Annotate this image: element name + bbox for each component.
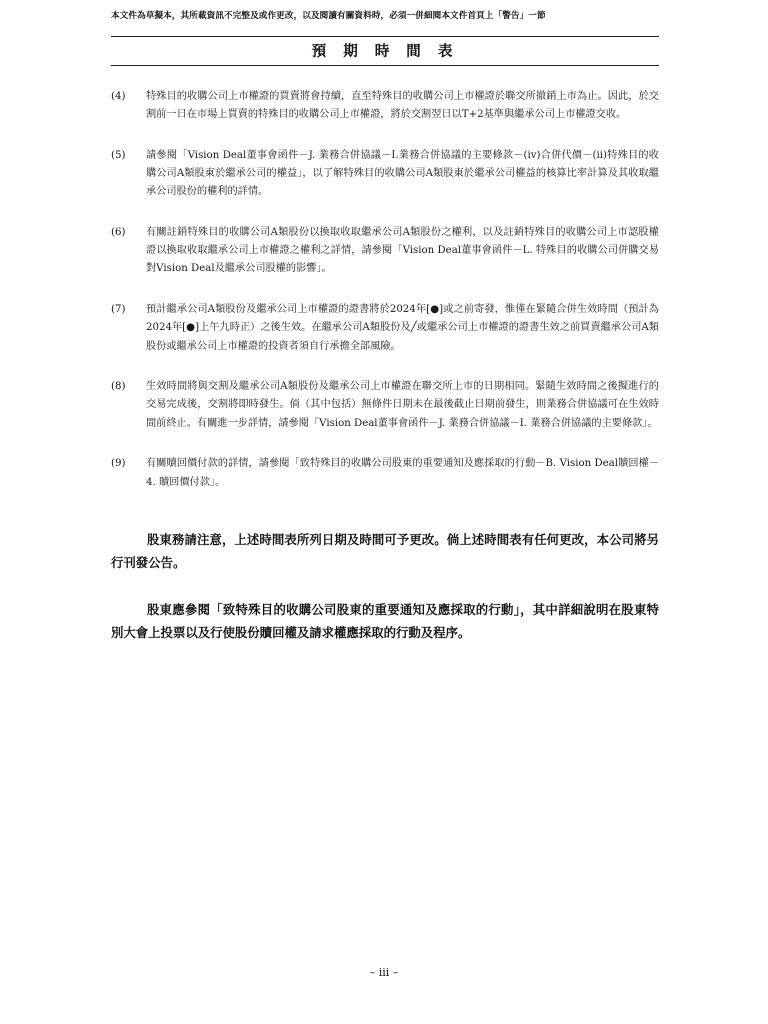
note-number: (9): [111, 458, 126, 470]
title-rule: [111, 65, 659, 66]
note-text: 預計繼承公司A類股份及繼承公司上市權證的證書將於2024年[●]或之前寄發，惟僅在緊隨合併生效時間（預計為2024年[●]上午九時正）之後生效。在繼承公司A類股份及╱或繼承公司上市權證的證書生效之前買賣繼承公司A類股份或繼承公司上市權證的投資者須自行承擔全部風險。: [146, 304, 659, 352]
note-item: [111, 455, 659, 491]
note-number: (4): [111, 91, 126, 102]
notes-list: [111, 88, 659, 514]
note-number: (5): [111, 149, 126, 161]
note-text: 特殊目的收購公司上市權證的買賣將會持續，直至特殊目的收購公司上市權證於聯交所撤銷上市為止。因此，於交割前一日在市場上買賣的特殊目的收購公司上市權證，將於交割翌日以T+2基準與繼承公司上市權證交收。: [146, 91, 659, 121]
note-item: [111, 378, 659, 433]
note-item: [111, 301, 659, 356]
note-item: [111, 147, 659, 202]
header-rule: [111, 36, 659, 37]
draft-disclaimer: 本文件為草擬本，其所載資訊不完整及或作更改，以及閱讀有關資料時，必須一併細閱本文件首頁上「警告」一節: [111, 11, 546, 21]
page-title: 預 期 時 間 表: [311, 44, 459, 60]
note-number: (7): [111, 304, 126, 316]
schedule-change-notice: 股東務請注意，上述時間表所列日期及時間可予更改。倘上述時間表有任何更改，本公司將另行刊發公告。: [111, 532, 659, 570]
shareholder-action-notice: 股東應參閱「致特殊目的收購公司股東的重要通知及應採取的行動」，其中詳細說明在股東特別大會上投票以及行使股份贖回權及請求權應採取的行動及程序。: [111, 602, 659, 640]
note-number: (8): [111, 381, 126, 393]
note-text: 生效時間將與交割及繼承公司A類股份及繼承公司上市權證在聯交所上市的日期相同。緊隨生效時間之後擬進行的交易完成後，交割將即時發生。倘（其中包括）無條件日期未在最後截止日期前發生，則業務合併協議可在生效時間前終止。有關進一步詳情，請參閱「Vision Deal董事會函件－J. 業務合併協議－I. 業務合併協議的主要條款」。: [146, 381, 659, 429]
note-number: (6): [111, 227, 126, 239]
note-text: 有關註銷特殊目的收購公司A類股份以換取收取繼承公司A類股份之權利，以及註銷特殊目的收購公司上市認股權證以換取收取繼承公司上市權證之權利之詳情，請參閱「Vision Deal董事會函件－L. 特殊目的收購公司併購交易對Vision Deal及繼承公司股權的影響」。: [146, 227, 659, 275]
note-text: 有關贖回價付款的詳情，請參閱「致特殊目的收購公司股東的重要通知及應採取的行動－B. Vision Deal贖回權－4. 贖回價付款」。: [146, 458, 659, 488]
note-item: [111, 88, 659, 124]
note-text: 請參閱「Vision Deal董事會函件－J. 業務合併協議－I.業務合併協議的主要條款－(iv)合併代價－(ii)特殊目的收購公司A類股東於繼承公司的權益」，以了解特殊目的收購公司A類股東於繼承公司權益的核算比率計算及其收取繼承公司股份的權利的詳情。: [146, 149, 659, 198]
note-item: [111, 224, 659, 279]
page-number: – iii –: [369, 966, 399, 979]
